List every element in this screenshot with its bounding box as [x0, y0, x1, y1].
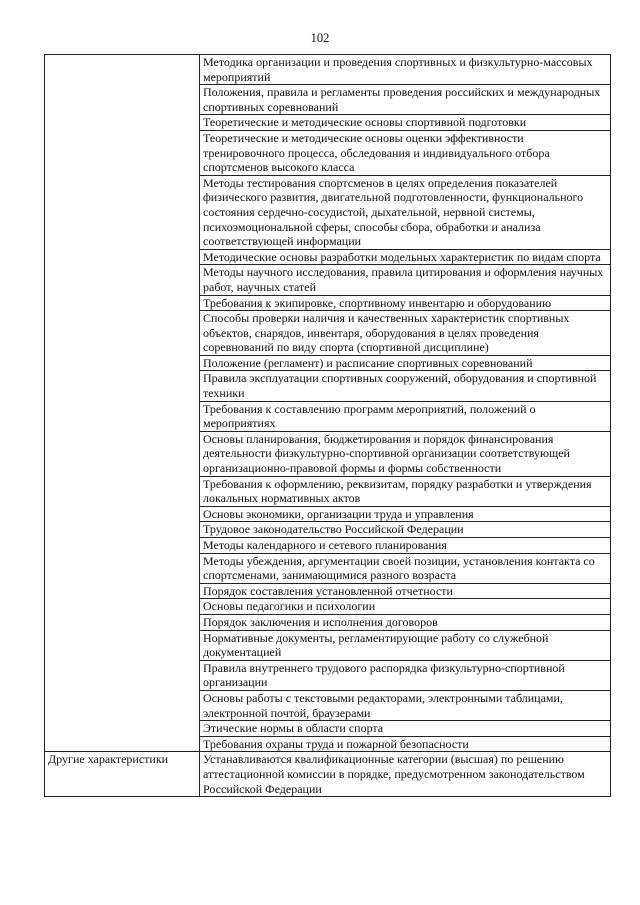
knowledge-table [44, 54, 611, 797]
knowledge-item: Требования к экипировке, спортивному инвентарю и оборудованию [200, 295, 611, 311]
knowledge-item: Теоретические и методические основы оценки эффективности тренировочного процесса, обследования и индивидуального отбора спортсменов высокого класса [200, 130, 611, 175]
knowledge-item: Методы убеждения, аргументации своей позиции, установления контакта со спортсменами, занимающимися разного возраста [200, 553, 611, 583]
knowledge-item: Методы календарного и сетевого планирования [200, 538, 611, 554]
other-characteristics-label: Другие характеристики [45, 752, 200, 797]
empty-label-cell [45, 55, 200, 752]
knowledge-item: Требования к оформлению, реквизитам, порядку разработки и утверждения локальных нормативных актов [200, 476, 611, 506]
knowledge-item: Положения, правила и регламенты проведения российских и международных спортивных соревнований [200, 85, 611, 115]
knowledge-item: Требования охраны труда и пожарной безопасности [200, 736, 611, 752]
knowledge-item: Основы педагогики и психологии [200, 599, 611, 615]
knowledge-item: Теоретические и методические основы спортивной подготовки [200, 115, 611, 131]
knowledge-item: Правила внутреннего трудового распорядка физкультурно-спортивной организации [200, 660, 611, 690]
knowledge-item: Положение (регламент) и расписание спортивных соревнований [200, 355, 611, 371]
knowledge-item: Основы планирования, бюджетирования и порядок финансирования деятельности физкультурно-спортивной организации соответствующей организационно-правовой формы и формы собственности [200, 431, 611, 476]
knowledge-item: Способы проверки наличия и качественных характеристик спортивных объектов, снарядов, инвентаря, оборудования в целях проведения соревнований по виду спорта (спортивной дисциплине) [200, 311, 611, 356]
knowledge-item: Трудовое законодательство Российской Федерации [200, 522, 611, 538]
knowledge-item: Требования к составлению программ мероприятий, положений о мероприятиях [200, 401, 611, 431]
knowledge-item: Методы тестирования спортсменов в целях определения показателей физического развития, двигательной подготовленности, функционального состояния сердечно-сосудистой, дыхательной, нервной системы, психоэмоциональной сферы, способы сбора, обработки и анализа соответствующей информации [200, 175, 611, 249]
knowledge-item: Методика организации и проведения спортивных и физкультурно-массовых мероприятий [200, 55, 611, 85]
knowledge-table-body [45, 55, 611, 797]
other-characteristics-row [45, 752, 611, 797]
other-characteristics-text: Устанавливаются квалификационные категории (высшая) по решению аттестационной комиссии в порядке, предусмотренном законодательством Российской Федерации [200, 752, 611, 797]
knowledge-item: Порядок заключения и исполнения договоров [200, 614, 611, 630]
knowledge-item: Правила эксплуатации спортивных сооружений, оборудования и спортивной техники [200, 371, 611, 401]
knowledge-item: Основы работы с текстовыми редакторами, электронными таблицами, электронной почтой, браузерами [200, 690, 611, 720]
knowledge-item: Методические основы разработки модельных характеристик по видам спорта [200, 249, 611, 265]
knowledge-item: Этические нормы в области спорта [200, 721, 611, 737]
knowledge-item: Методы научного исследования, правила цитирования и оформления научных работ, научных статей [200, 265, 611, 295]
knowledge-item: Порядок составления установленной отчетности [200, 583, 611, 599]
page-number: 102 [310, 31, 330, 45]
knowledge-item: Основы экономики, организации труда и управления [200, 506, 611, 522]
knowledge-item: Нормативные документы, регламентирующие работу со служебной документацией [200, 630, 611, 660]
table-row [45, 55, 611, 85]
